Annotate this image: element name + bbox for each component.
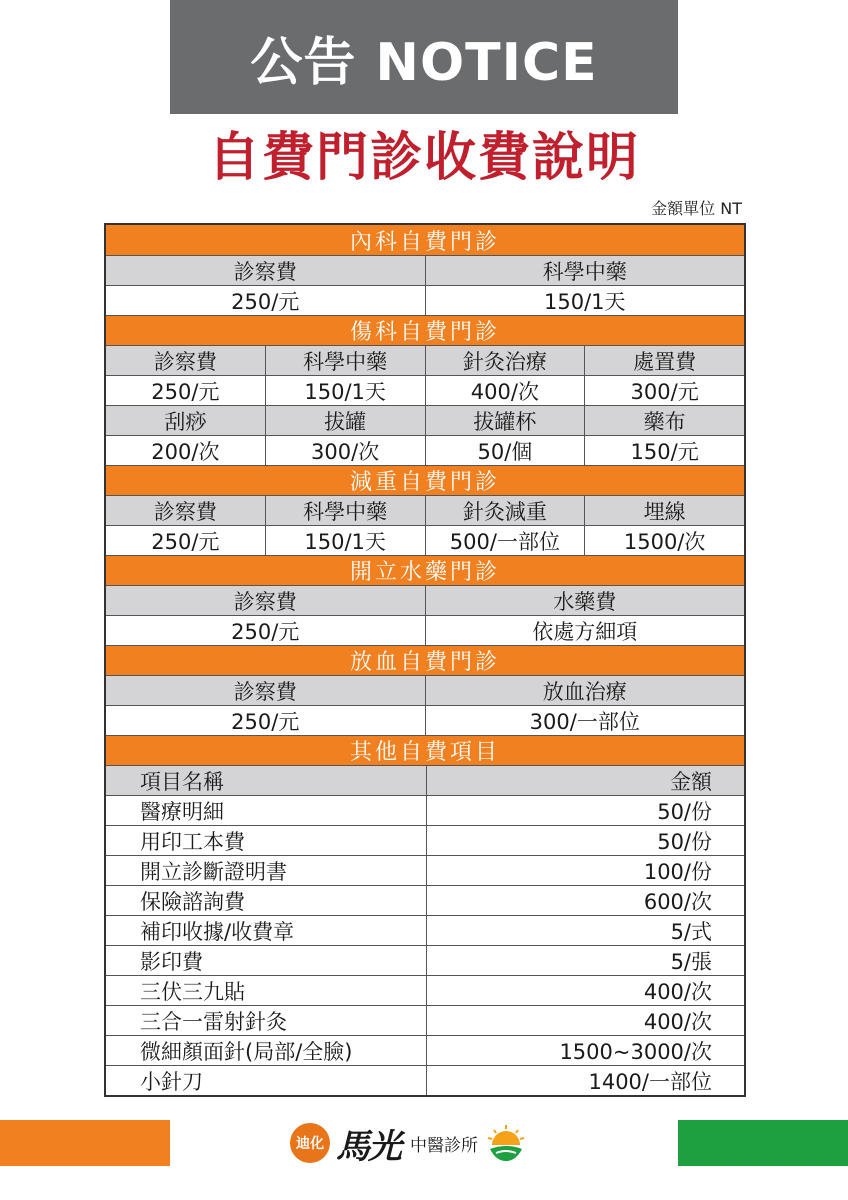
clinic-logo	[290, 1117, 560, 1169]
section-header-decoction	[106, 555, 744, 585]
section-header-internal	[106, 225, 744, 255]
table-header-row	[106, 495, 744, 525]
item-price: 50/份	[426, 796, 745, 825]
logo-region-badge: 迪化	[290, 1123, 330, 1163]
price-cell: 300/元	[584, 376, 744, 405]
logo-brand-text: 馬光	[336, 1126, 400, 1167]
column-header: 埋線	[584, 496, 744, 525]
price-cell: 1500/次	[584, 526, 744, 555]
price-cell: 150/元	[584, 436, 744, 465]
item-name: 醫療明細	[140, 799, 224, 824]
section-header-bloodletting	[106, 645, 744, 675]
table-value-row	[106, 435, 744, 465]
item-name: 用印工本費	[140, 829, 245, 854]
logo-clinic-text: 中醫診所	[410, 1135, 478, 1156]
table-header-row	[106, 345, 744, 375]
column-header: 水藥費	[425, 586, 745, 615]
column-header: 科學中藥	[425, 256, 745, 285]
table-value-row	[106, 375, 744, 405]
column-header-name: 項目名稱	[140, 769, 224, 794]
section-header-other	[106, 735, 744, 765]
price-cell: 依處方細項	[425, 616, 745, 645]
table-row	[106, 825, 744, 855]
column-header-price: 金額	[426, 766, 745, 795]
table-row	[106, 855, 744, 885]
footer-orange-bar	[0, 1120, 170, 1166]
page-title: 自費門診收費說明	[207, 128, 640, 188]
price-cell: 250/元	[231, 709, 300, 734]
price-cell: 300/一部位	[425, 706, 745, 735]
price-cell: 250/元	[151, 529, 220, 554]
column-header: 針灸治療	[425, 346, 585, 375]
section-title: 減重自費門診	[349, 470, 500, 495]
column-header: 處置費	[584, 346, 744, 375]
item-price: 1500~3000/次	[426, 1036, 745, 1065]
item-name: 補印收據/收費章	[140, 919, 295, 944]
table-header-row	[106, 765, 744, 795]
column-header: 針灸減重	[425, 496, 585, 525]
column-header: 藥布	[584, 406, 744, 435]
column-header: 診察費	[153, 499, 217, 524]
item-price: 600/次	[426, 886, 745, 915]
notice-title: 公告 NOTICE	[250, 32, 598, 93]
section-header-trauma	[106, 315, 744, 345]
price-cell: 150/1天	[425, 286, 745, 315]
column-header: 診察費	[233, 589, 297, 614]
table-header-row	[106, 255, 744, 285]
price-cell: 250/元	[231, 619, 300, 644]
item-name: 三合一雷射針灸	[140, 1009, 287, 1034]
currency-unit-note: 金額單位 NT	[651, 199, 742, 218]
column-header: 診察費	[153, 349, 217, 374]
price-cell: 300/次	[265, 436, 425, 465]
table-value-row	[106, 705, 744, 735]
price-cell: 150/1天	[265, 526, 425, 555]
item-name: 小針刀	[140, 1069, 203, 1094]
item-price: 1400/一部位	[426, 1066, 745, 1095]
price-cell: 250/元	[151, 379, 220, 404]
table-row	[106, 945, 744, 975]
section-title: 放血自費門診	[349, 650, 500, 675]
section-title: 開立水藥門診	[349, 560, 500, 585]
item-price: 50/份	[426, 826, 745, 855]
table-row	[106, 1065, 744, 1095]
item-price: 400/次	[426, 976, 745, 1005]
fee-table	[104, 223, 746, 1097]
table-row	[106, 795, 744, 825]
table-row	[106, 915, 744, 945]
section-title: 其他自費項目	[349, 740, 500, 765]
section-title: 傷科自費門診	[349, 320, 500, 345]
item-name: 三伏三九貼	[140, 979, 245, 1004]
table-row	[106, 885, 744, 915]
table-row	[106, 1035, 744, 1065]
column-header: 診察費	[233, 259, 297, 284]
item-price: 5/張	[426, 946, 745, 975]
table-value-row	[106, 525, 744, 555]
price-cell: 250/元	[231, 289, 300, 314]
table-header-row	[106, 405, 744, 435]
table-value-row	[106, 615, 744, 645]
section-title: 內科自費門診	[349, 229, 500, 255]
footer-green-bar	[678, 1120, 848, 1166]
price-cell: 400/次	[425, 376, 585, 405]
item-name: 開立診斷證明書	[140, 859, 287, 884]
section-header-weight	[106, 465, 744, 495]
column-header: 刮痧	[164, 409, 207, 434]
item-name: 微細顏面針(局部/全臉)	[140, 1039, 353, 1064]
price-cell: 500/一部位	[425, 526, 585, 555]
notice-banner	[170, 0, 678, 114]
column-header: 診察費	[233, 679, 297, 704]
column-header: 拔罐杯	[425, 406, 585, 435]
table-header-row	[106, 585, 744, 615]
column-header: 放血治療	[425, 676, 745, 705]
table-header-row	[106, 675, 744, 705]
price-cell: 150/1天	[265, 376, 425, 405]
table-value-row	[106, 285, 744, 315]
item-name: 保險諮詢費	[140, 889, 245, 914]
price-cell: 200/次	[151, 439, 220, 464]
table-row	[106, 975, 744, 1005]
column-header: 拔罐	[265, 406, 425, 435]
column-header: 科學中藥	[265, 496, 425, 525]
sun-leaf-emblem-icon	[486, 1123, 526, 1163]
table-row	[106, 1005, 744, 1035]
column-header: 科學中藥	[265, 346, 425, 375]
item-price: 5/式	[426, 916, 745, 945]
item-price: 400/次	[426, 1006, 745, 1035]
price-cell: 50/個	[425, 436, 585, 465]
item-price: 100/份	[426, 856, 745, 885]
item-name: 影印費	[140, 949, 203, 974]
